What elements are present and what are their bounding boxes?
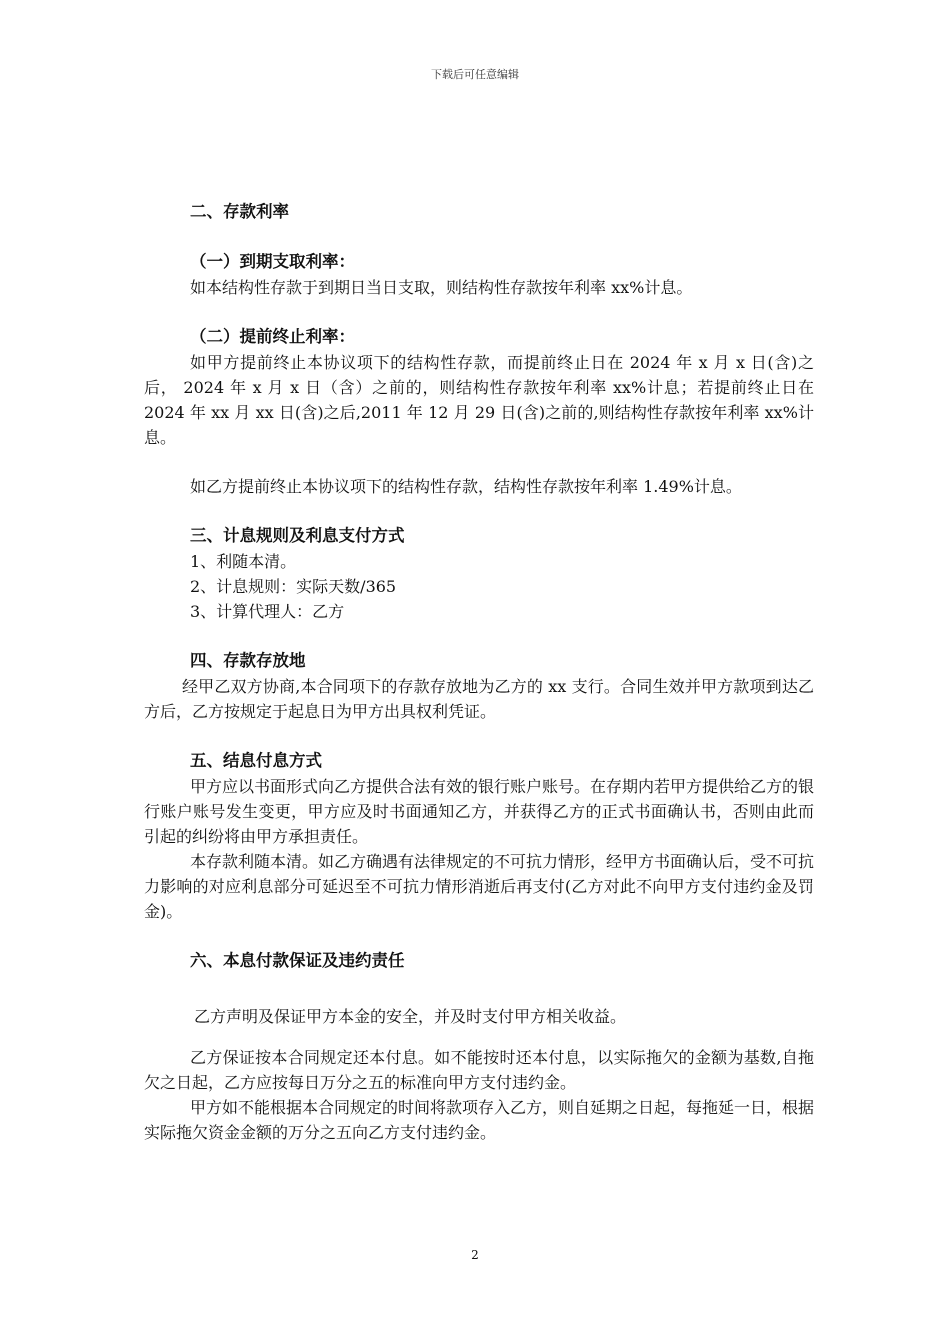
list-item: 2、计息规则：实际天数/365 [190,577,397,596]
section-heading-settlement: 五、结息付息方式 [190,751,322,770]
document-body [144,199,814,1145]
page-number: 2 [471,1248,479,1262]
paragraph-early-termination-party-a: 如甲方提前终止本协议项下的结构性存款，而提前终止日在 2024 年 x 月 x 日(含)之后， 2024 年 x 月 x 日（含）之前的，则结构性存款按年利率 xx%计息；若提前终止日在 2024 年 xx 月 xx 日(含)之后,2011 年 12 月 29 日(含)之前的,则结构性存款按年利率 xx%计息。 [144,353,814,447]
paragraph-maturity-rate: 如本结构性存款于到期日当日支取，则结构性存款按年利率 xx%计息。 [190,278,693,297]
list-item: 3、计算代理人：乙方 [190,602,345,621]
paragraph-party-b-penalty: 乙方保证按本合同规定还本付息。如不能按时还本付息，以实际拖欠的金额为基数,自拖欠之日起，乙方应按每日万分之五的标准向甲方支付违约金。 [144,1048,814,1092]
paragraph-early-termination-party-b: 如乙方提前终止本协议项下的结构性存款，结构性存款按年利率 1.49%计息。 [190,477,742,496]
page-header: 下载后可任意编辑 [431,68,519,81]
list-item: 1、利随本清。 [190,552,297,571]
paragraph-force-majeure: 本存款利随本清。如乙方确遇有法律规定的不可抗力情形，经甲方书面确认后，受不可抗力影响的对应利息部分可延迟至不可抗力情形消逝后再支付(乙方对此不向甲方支付违约金及罚金)。 [144,852,815,921]
subheading-maturity-rate: （一）到期支取利率： [190,252,355,271]
section-heading-liability: 六、本息付款保证及违约责任 [190,951,405,970]
paragraph-principal-guarantee: 乙方声明及保证甲方本金的安全，并及时支付甲方相关收益。 [194,1007,627,1026]
subheading-early-termination-rate: （二）提前终止利率： [190,327,355,346]
section-heading-interest-rules: 三、计息规则及利息支付方式 [190,526,405,545]
section-heading-deposit-location: 四、存款存放地 [190,651,306,670]
paragraph-party-a-penalty: 甲方如不能根据本合同规定的时间将款项存入乙方，则自延期之日起，每拖延一日，根据实际拖欠资金金额的万分之五向乙方支付违约金。 [144,1098,815,1142]
paragraph-deposit-location: 经甲乙双方协商,本合同项下的存款存放地为乙方的 xx 支行。合同生效并甲方款项到达乙方后，乙方按规定于起息日为甲方出具权利凭证。 [144,677,814,721]
section-heading-interest-rate: 二、存款利率 [190,202,289,221]
paragraph-bank-account: 甲方应以书面形式向乙方提供合法有效的银行账户账号。在存期内若甲方提供给乙方的银行账户账号发生变更，甲方应及时书面通知乙方，并获得乙方的正式书面确认书，否则由此而引起的纠纷将由甲方承担责任。 [144,777,815,846]
